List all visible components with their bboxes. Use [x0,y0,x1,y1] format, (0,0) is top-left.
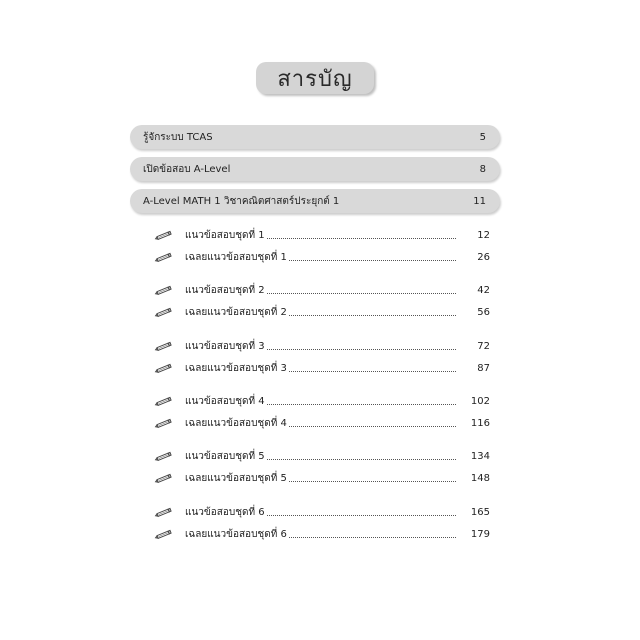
entry-label: เฉลยแนวข้อสอบชุดที่ 1 [185,251,287,263]
entry-page: 12 [477,229,490,241]
toc-entry[interactable] [154,283,490,297]
dotted-leader [267,237,456,239]
toc-entry[interactable] [154,339,490,353]
dotted-leader [267,514,456,516]
entry-label: แนวข้อสอบชุดที่ 1 [185,229,265,241]
dotted-leader [289,259,456,261]
section-page: 8 [479,163,486,175]
dotted-leader [267,348,456,350]
entry-page: 179 [470,528,490,540]
section-label: เปิดข้อสอบ A-Level [143,163,231,175]
section-label: รู้จักระบบ TCAS [143,131,213,143]
entry-page: 56 [477,306,490,318]
section-label: A-Level MATH 1 วิชาคณิตศาสตร์ประยุกต์ 1 [143,195,340,207]
toc-entry[interactable] [154,250,490,264]
dotted-leader [267,292,456,294]
toc-entry[interactable] [154,305,490,319]
pencil-icon [154,450,176,462]
pencil-icon [154,251,176,263]
entry-label: เฉลยแนวข้อสอบชุดที่ 5 [185,472,287,484]
section-page: 11 [473,195,486,207]
toc-entry[interactable] [154,471,490,485]
entry-label: เฉลยแนวข้อสอบชุดที่ 3 [185,362,287,374]
page-title-text: สารบัญ [277,66,353,92]
dotted-leader [267,458,456,460]
entry-page: 165 [470,506,490,518]
dotted-leader [289,480,456,482]
toc-entry[interactable] [154,449,490,463]
entry-page: 148 [470,472,490,484]
dotted-leader [267,403,456,405]
toc-section-math1[interactable] [130,189,500,213]
toc-entry[interactable] [154,361,490,375]
toc-entry[interactable] [154,505,490,519]
toc-section-tcas[interactable] [130,125,500,149]
entry-page: 87 [477,362,490,374]
entry-page: 26 [477,251,490,263]
entry-label: เฉลยแนวข้อสอบชุดที่ 2 [185,306,287,318]
entry-page: 102 [470,395,490,407]
pencil-icon [154,229,176,241]
entry-label: แนวข้อสอบชุดที่ 4 [185,395,265,407]
toc-entry[interactable] [154,527,490,541]
entry-label: แนวข้อสอบชุดที่ 5 [185,450,265,462]
entry-page: 116 [470,417,490,429]
dotted-leader [289,314,456,316]
entry-page: 72 [477,340,490,352]
toc-entry[interactable] [154,394,490,408]
pencil-icon [154,362,176,374]
page-title [256,62,374,94]
pencil-icon [154,340,176,352]
dotted-leader [289,370,456,372]
pencil-icon [154,506,176,518]
entry-page: 42 [477,284,490,296]
pencil-icon [154,395,176,407]
pencil-icon [154,306,176,318]
pencil-icon [154,472,176,484]
toc-entry[interactable] [154,228,490,242]
section-page: 5 [479,131,486,143]
toc-section-open-a-level[interactable] [130,157,500,181]
entry-label: แนวข้อสอบชุดที่ 6 [185,506,265,518]
dotted-leader [289,536,456,538]
dotted-leader [289,425,456,427]
entry-label: เฉลยแนวข้อสอบชุดที่ 6 [185,528,287,540]
entry-page: 134 [470,450,490,462]
pencil-icon [154,417,176,429]
entry-label: แนวข้อสอบชุดที่ 2 [185,284,265,296]
pencil-icon [154,528,176,540]
entry-label: เฉลยแนวข้อสอบชุดที่ 4 [185,417,287,429]
pencil-icon [154,284,176,296]
toc-entry[interactable] [154,416,490,430]
entry-label: แนวข้อสอบชุดที่ 3 [185,340,265,352]
